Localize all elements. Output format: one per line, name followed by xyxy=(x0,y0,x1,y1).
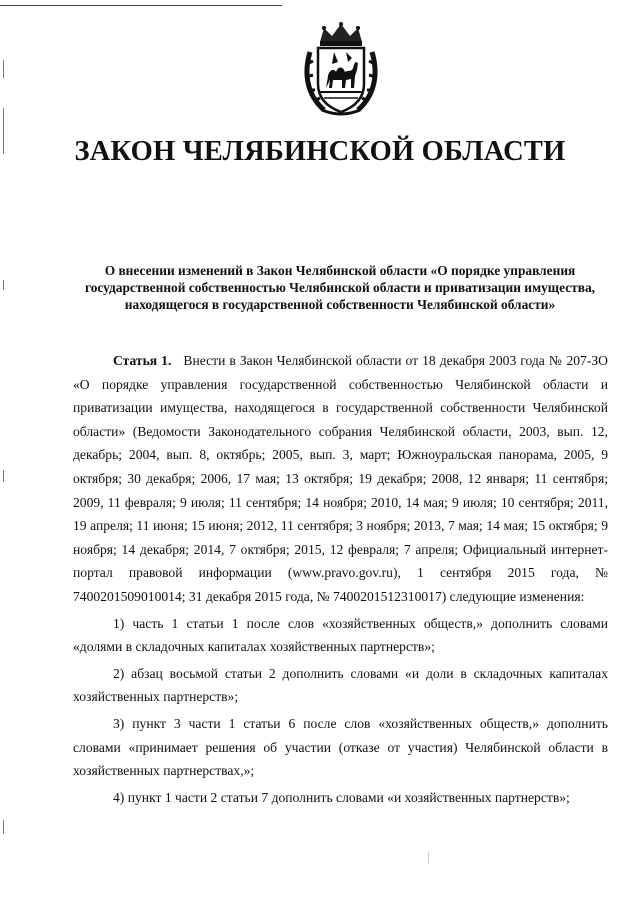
scan-edge-mark xyxy=(3,280,4,290)
amendment-item: 1) часть 1 статьи 1 после слов «хозяйственных обществ,» дополнить словами «долями в складочных капиталах хозяйственных партнерств»; xyxy=(73,615,608,655)
article-paragraph xyxy=(73,349,608,609)
document-body xyxy=(73,349,608,809)
amendment-item: 4) пункт 1 части 2 статьи 7 дополнить словами «и хозяйственных партнерств»; xyxy=(113,789,570,805)
amendment-item: 3) пункт 3 части 1 статьи 6 после слов «хозяйственных обществ,» дополнить словами «принимает решения об участии (отказе от участия) Челябинской области в хозяйственных партнерствах,»; xyxy=(73,715,608,779)
amendment-item: 2) абзац восьмой статьи 2 дополнить словами «и доли в складочных капиталах хозяйственных партнерств»; xyxy=(73,665,608,705)
document-subtitle: О внесении изменений в Закон Челябинской области «О порядке управления государственной собственностью Челябинской области и приватизации имущества, находящегося в государственной собственности Челябинской области» xyxy=(84,263,596,312)
scan-edge-line xyxy=(0,5,282,6)
article-label: Статья 1. xyxy=(113,353,172,368)
scan-edge-mark xyxy=(3,60,4,78)
coat-of-arms-icon xyxy=(302,22,380,118)
document-title: ЗАКОН ЧЕЛЯБИНСКОЙ ОБЛАСТИ xyxy=(74,136,566,167)
scan-edge-mark xyxy=(3,820,4,834)
article-text: Внести в Закон Челябинской области от 18 декабря 2003 года № 207-ЗО «О порядке управления государственной собственностью Челябинской области и приватизации имущества, находящегося в государственной собственности Челябинской области» (Ведомости Законодательного собрания Челябинской области, 2003, вып. 12, декабрь; 2004, вып. 8, октябрь; 2005, вып. 3, март; Южноуральская панорама, 2005, 9 октября; 30 декабря; 2006, 17 мая; 13 октября; 19 декабря; 2008, 12 января; 11 сентября; 2009, 11 февраля; 9 июля; 11 сентября; 14 ноября; 2010, 14 мая; 9 июля; 10 сентября; 2011, 19 апреля; 11 июня; 15 июня; 2012, 11 сентября; 3 ноября; 2013, 7 мая; 14 мая; 15 октября; 9 ноября; 14 декабря; 2014, 7 октября; 2015, 12 февраля; 7 апреля; Официальный интернет-портал правовой информации (www.pravo.gov.ru), 1 сентября 2015 года, № 7400201509010014; 31 декабря 2015 года, № 7400201512310017) следующие изменения: xyxy=(73,353,608,604)
scan-edge-mark xyxy=(3,470,4,482)
scan-artifact-mark xyxy=(428,852,429,864)
